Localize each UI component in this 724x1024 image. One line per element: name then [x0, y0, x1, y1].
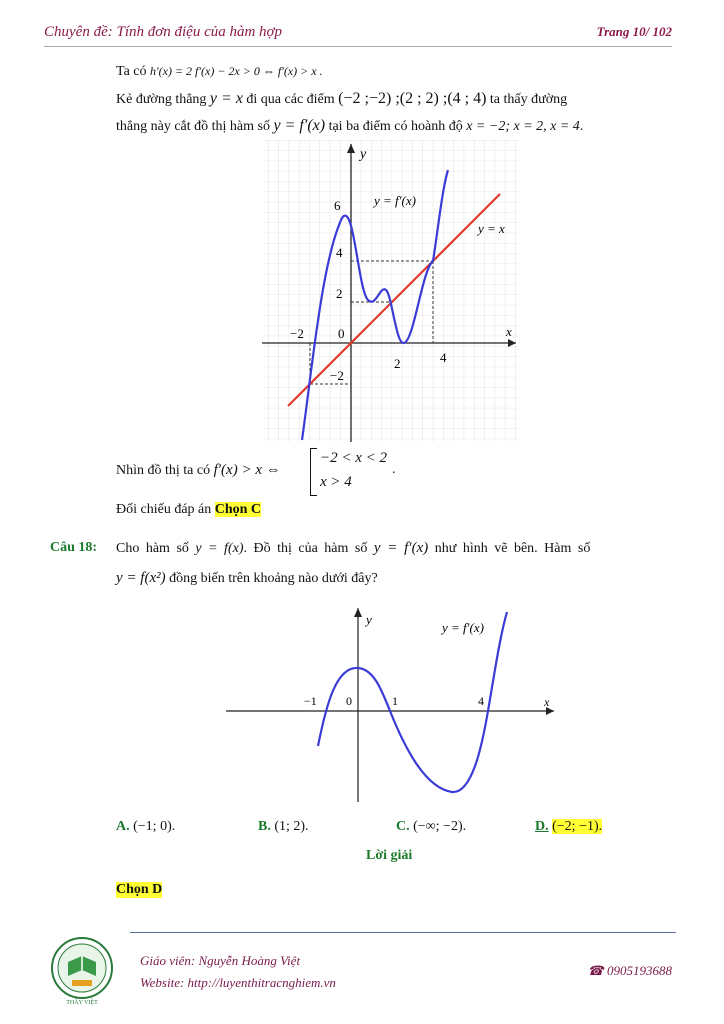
- graph2-tick-one: 1: [392, 694, 398, 708]
- header-page: Trang 10/ 102: [596, 24, 672, 39]
- graph1-ylabel: y: [360, 147, 367, 162]
- conclusion-line: Nhìn đồ thị ta có f′(x) > x ⇔: [116, 462, 281, 478]
- graph2-tick-zero: 0: [346, 694, 352, 708]
- footer-divider: [130, 932, 676, 933]
- compare-line: Đối chiếu đáp án Chọn C: [116, 502, 262, 517]
- graph-fprime-and-line: [262, 140, 518, 442]
- graph2-xlabel: x: [544, 695, 550, 709]
- graph1-curve-label: y = f′(x): [374, 193, 416, 208]
- graph1-line-label: y = x: [478, 221, 505, 236]
- question-18-label: Câu 18:: [50, 540, 98, 555]
- conclusion-case-2: x > 4: [320, 474, 352, 490]
- graph-fprime-question-18: [226, 606, 558, 802]
- graph1-tick-origin: 0: [338, 326, 345, 341]
- option-c[interactable]: C. (−∞; −2).: [396, 819, 467, 834]
- question-18-line-1: Cho hàm số y = f(x). Đồ thị của hàm số y = f′(x) như hình vẽ bên. Hàm số: [116, 540, 591, 556]
- graph1-tick-x4: 4: [440, 350, 447, 365]
- header-divider: [44, 46, 672, 47]
- graph1-tick-y6: 6: [334, 198, 341, 213]
- answer-badge-18: Chọn D: [116, 882, 163, 897]
- solution-title: Lời giải: [366, 848, 413, 863]
- graph2-tick-four: 4: [478, 694, 484, 708]
- option-a[interactable]: A. (−1; 0).: [116, 819, 176, 834]
- solution-line-3: thẳng này cắt đồ thị hàm số y = f′(x) tại ba điểm có hoành độ x = −2; x = 2, x = 4.: [116, 117, 584, 134]
- graph1-tick-y4: 4: [336, 245, 343, 260]
- graph1-tick-xm2: −2: [290, 326, 304, 341]
- footer-teacher: Giáo viên: Nguyễn Hoàng Việt: [140, 953, 301, 968]
- graph1-tick-y2: 2: [336, 286, 343, 301]
- school-logo-icon: [50, 936, 114, 1000]
- conclusion-case-1: −2 < x < 2: [320, 450, 388, 466]
- graph1-tick-ym2: −2: [330, 368, 344, 383]
- footer-phone: ☎ 0905193688: [587, 963, 672, 978]
- graph1-tick-x2: 2: [394, 356, 401, 371]
- question-18-line-2: y = f(x²) đồng biến trên khoảng nào dưới đây?: [116, 570, 378, 586]
- graph2-tick-m1: −1: [304, 694, 317, 708]
- solution-line-2: Kẻ đường thẳng y = x đi qua các điểm (−2 ;−2) ;(2 ; 2) ;(4 ; 4) ta thấy đường: [116, 90, 568, 107]
- logo-text: THẦY VIỆT: [66, 1000, 98, 1006]
- solution-line-1: Ta có h′(x) = 2 f′(x) − 2x > 0 ⇔ f′(x) > x .: [116, 64, 323, 79]
- footer-website[interactable]: Website: http://luyenthitracnghiem.vn: [140, 975, 336, 990]
- conclusion-bracket: [310, 448, 317, 496]
- header-topic: Chuyên đề: Tính đơn điệu của hàm hợp: [44, 24, 283, 40]
- answer-badge-17: Chọn C: [214, 502, 262, 517]
- graph2-curve-label: y = f′(x): [442, 620, 484, 635]
- option-d[interactable]: D. (−2; −1).: [535, 819, 603, 834]
- graph2-ylabel: y: [366, 612, 372, 627]
- graph1-xlabel: x: [506, 324, 512, 339]
- option-b[interactable]: B. (1; 2).: [258, 819, 309, 834]
